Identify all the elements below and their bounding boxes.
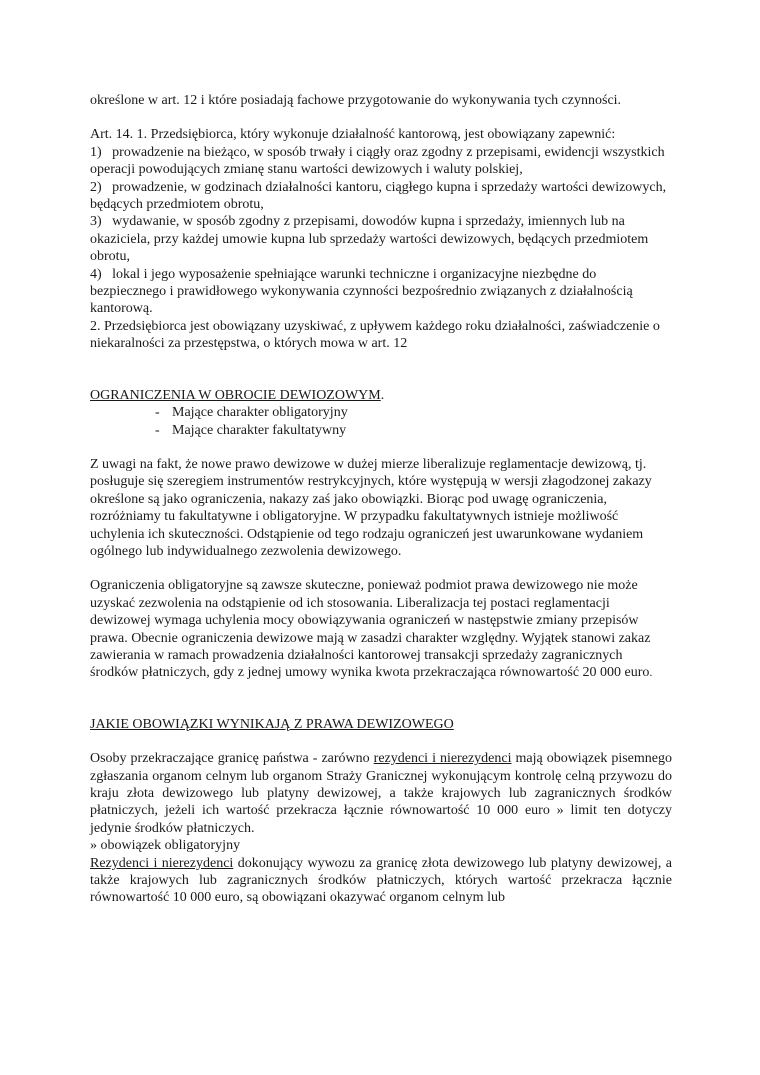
obligations-paragraph-1 xyxy=(90,750,672,837)
section-heading-period: . xyxy=(380,387,385,403)
art14-item-2: 2) prowadzenie, w godzinach działalności kantoru, ciągłego kupna i sprzedaży wartości dewizowych, będących przedmiotem obrotu, xyxy=(90,179,667,213)
spacer xyxy=(90,439,672,456)
spacer xyxy=(90,353,672,387)
section-heading-text: OGRANICZENIA W OBROCIE DEWIOZOWYM xyxy=(90,387,381,403)
residents-link[interactable]: rezydenci i nierezydenci xyxy=(373,751,512,767)
art14-item-4: 4) lokal i jego wyposażenie spełniające warunki techniczne i organizacyjne niezbędne do bezpiecznego i prawidłowego wykonywania czynności bezpośrednio związanych z działalnością kantorową. xyxy=(90,266,633,317)
section-heading-restrictions xyxy=(90,387,672,404)
restrictions-paragraph-2 xyxy=(90,577,672,681)
art14-item-1: 1) prowadzenie na bieżąco, w sposób trwały i ciągły oraz zgodny z przepisami, ewidencji wszystkich operacji powodujących zmianę stanu wartości dewizowych i waluty polskiej, xyxy=(90,144,665,178)
obligations-p1-before: Osoby przekraczające granicę państwa - zarówno xyxy=(90,751,374,767)
restrictions-list xyxy=(90,404,672,439)
section-heading-obligations: JAKIE OBOWIĄZKI WYNIKAJĄ Z PRAWA DEWIZOWEGO xyxy=(90,716,454,732)
intro-continuation: określone w art. 12 i które posiadają fachowe przygotowanie do wykonywania tych czynności. xyxy=(90,93,622,108)
residents-link-2[interactable]: Rezydenci i nierezydenci xyxy=(90,855,234,871)
spacer xyxy=(90,560,672,577)
art14-lead: Art. 14. 1. Przedsiębiorca, który wykonuje działalność kantorową, jest obowiązany zapewnić: xyxy=(90,127,616,143)
spacer xyxy=(90,109,672,126)
document-page xyxy=(90,92,672,907)
obligations-note: » obowiązek obligatoryjny xyxy=(90,838,241,854)
restrictions-paragraph-2-text: Ograniczenia obligatoryjne są zawsze skuteczne, ponieważ podmiot prawa dewizowego nie może uzyskać zezwolenia na odstąpienie od ich stosowania. Liberalizacja tej postaci reglamentacji dewizowej wymaga uchylenia mocy obowiązywania ograniczeń w następstwie zmiany przepisów prawa. Obecnie ograniczenia dewizowe mają w zasadzi charakter względny. Wyjątek stanowi zakaz zawierania w ramach prowadzenia działalności kantorowej transakcji sprzedaży zagranicznych środków płatniczych, gdy z jednej umowy wynika kwota przekraczająca równowartość 20 000 euro xyxy=(90,578,651,681)
list-item: - Mające charakter fakultatywny xyxy=(152,422,672,439)
spacer xyxy=(90,682,672,716)
art14-item-3: 3) wydawanie, w sposób zgodny z przepisami, dowodów kupna i sprzedaży, imiennych lub na okaziciela, przy każdej umowie kupna lub sprzedaży wartości dewizowych, będących przedmiotem obrotu, xyxy=(90,214,649,265)
obligations-p1-after: mają obowiązek pisemnego zgłaszania organom celnym lub organom Straży Granicznej wykonującym kontrolę celną przywozu do kraju złota dewizowego lub platyny dewizowej, a także krajowych lub zagranicznych środków płatniczych, jeżeli ich wartość przekracza łącznie równowartość 10 000 euro » limit ten dotyczy jedynie środków płatniczych. xyxy=(90,751,672,836)
obligations-paragraph-2 xyxy=(90,855,672,907)
list-item: - Mające charakter obligatoryjny xyxy=(152,404,672,421)
art14-point-2: 2. Przedsiębiorca jest obowiązany uzyskiwać, z upływem każdego roku działalności, zaświadczenie o niekaralności za przestępstwa, o których mowa w art. 12 xyxy=(90,318,660,352)
spacer xyxy=(90,733,672,750)
obligations-p2-after: dokonujący wywozu za granicę złota dewizowego lub platyny dewizowej, a także krajowych lub zagranicznych środków płatniczych, których wartość przekracza łącznie równowartość 10 000 euro, są obowiązani okazywać organom celnym lub xyxy=(90,855,672,906)
restrictions-paragraph-2-end: . xyxy=(649,665,653,680)
restrictions-paragraph-1: Z uwagi na fakt, że nowe prawo dewizowe w dużej mierze liberalizuje reglamentacje dewizową, tj. posługuje się szeregiem instrumentów restrykcyjnych, które występują w wersji złagodzonej zakazy określone są jako ograniczenia, nakazy zaś jako obowiązki. Biorąc pod uwagę ograniczenia, rozróżniamy tu fakultatywne i obligatoryjne. W przypadku fakultatywnych istnieje możliwość uchylenia ich skuteczności. Odstąpienie od tego rodzaju ograniczeń jest uwarunkowane wydaniem ogólnego lub indywidualnego zezwolenia dewizowego. xyxy=(90,456,652,559)
